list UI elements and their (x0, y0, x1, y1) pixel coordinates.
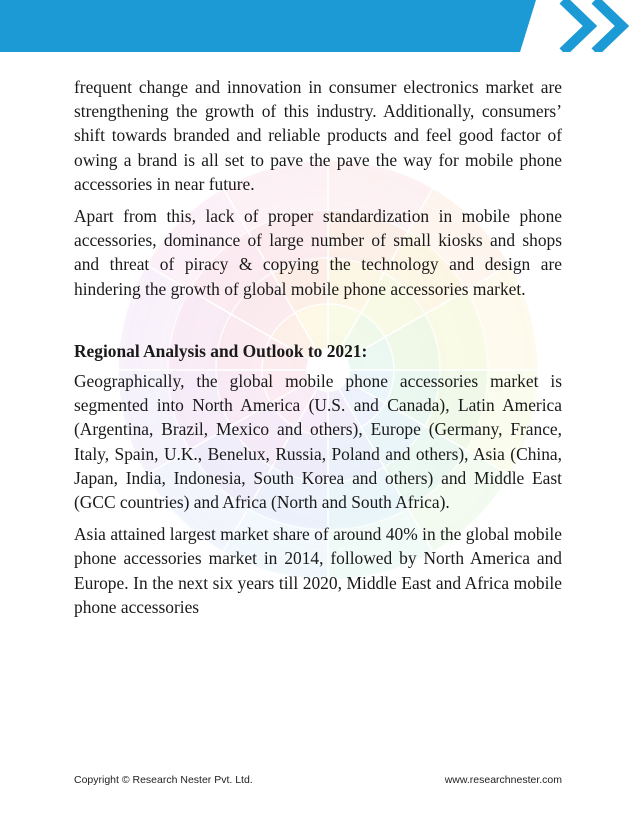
paragraph-1: frequent change and innovation in consumer electronics market are strengthening the growth of this industry. Additionally, consumers’ shift towards branded and reliable products and feel good factor of owing a brand is all set to pave the pave the way for mobile phone accessories in near future. (74, 77, 562, 194)
footer-website: www.researchnester.com (444, 774, 562, 786)
paragraph-4: Asia attained largest market share of around 40% in the global mobile phone accessories market in 2014, followed by North America and Europe. In the next six years till 2020, Middle East and Africa mobile phone accessories (74, 524, 562, 617)
paragraph-3: Geographically, the global mobile phone accessories market is segmented into North America (U.S. and Canada), Latin America (Argentina, Brazil, Mexico and others), Europe (Germany, France, Italy, Spain, U.K., Benelux, Russia, Poland and others), Asia (China, Japan, India, Indonesia, South Korea and others) and Middle East (GCC countries) and Africa (North and South Africa). (74, 371, 562, 513)
footer-copyright: Copyright © Research Nester Pvt. Ltd. (74, 774, 253, 786)
paragraph-2: Apart from this, lack of proper standardization in mobile phone accessories, dominance of large number of small kiosks and shops and threat of piracy & copying the technology and design are hindering the growth of global mobile phone accessories market. (74, 206, 562, 299)
section-heading: Regional Analysis and Outlook to 2021: (74, 340, 368, 361)
document-body (74, 75, 562, 627)
page-footer (74, 774, 562, 786)
header-banner (0, 0, 638, 52)
chevron-icon (563, 0, 590, 52)
chevron-icon (595, 0, 622, 52)
header-bar (0, 0, 536, 52)
